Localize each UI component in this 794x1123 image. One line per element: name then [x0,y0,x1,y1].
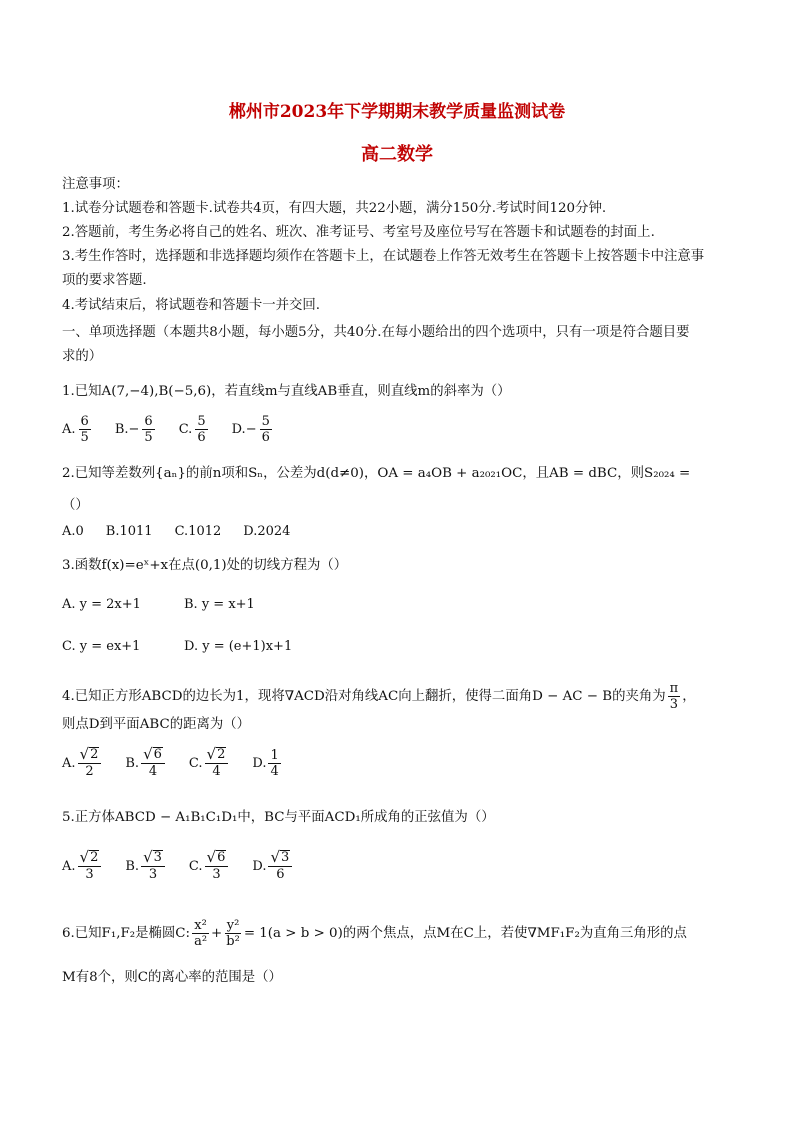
q3-option-c: C. y = ex+1 [62,639,141,654]
question-1-text: 1.已知A(7,−4),B(−5,6)，若直线m与直线AB垂直，则直线m的斜率为（） [62,384,511,399]
q6-text-post: = 1(a > b > 0)的两个焦点，点M在C上，若使∇MF₁F₂为直角三角形的点 [243,925,687,941]
denominator: 6 [197,430,206,445]
section1-heading-b: 求的） [62,349,103,364]
question-6-text-a [62,918,732,949]
note-4: 4.考试结束后，将试题卷和答题卡一并交回. [62,298,321,313]
note-3b: 项的要求答题. [62,273,147,288]
denominator: 4 [148,764,158,779]
sqrt-symbol: √ 3 [270,848,290,866]
denominator: 4 [212,764,221,779]
denominator: 3 [148,867,158,882]
section1-heading-a: 一、单项选择题（本题共8小题，每小题5分，共40分.在每小题给出的四个选项中，只有一项是符合题目要 [62,325,690,340]
numerator [141,747,165,764]
exam-title: 郴州市2023年下学期期末教学质量监测试卷 [228,102,566,122]
fraction [260,414,272,445]
radicand: 6 [153,747,162,762]
question-4-text-b: 则点D到平面ABC的距离为（） [62,717,251,732]
option-label: C. [188,858,203,874]
question-2-text-b: （） [62,498,89,513]
sqrt-symbol: √ 6 [143,745,162,763]
numerator [205,747,229,764]
question-3-options-row2 [62,639,314,654]
denominator: b² [226,934,240,949]
q1-option-b [115,414,157,445]
question-4-text-a [62,681,732,712]
sqrt-symbol: √ 3 [143,848,162,866]
numerator: 5 [197,414,206,429]
fraction [78,850,102,882]
sqrt-symbol: √ 2 [79,745,99,763]
option-label: C. [188,755,203,771]
numerator: y² [226,918,240,933]
numerator: 6 [144,414,153,429]
numerator: 5 [261,414,270,429]
q2-option-b: B.1011 [105,524,153,539]
denominator: 2 [85,764,94,779]
option-label: C. [178,422,193,437]
denominator: 6 [276,867,285,882]
radicand: 3 [153,850,162,865]
question-3-options-row1 [62,597,277,612]
q5-option-c [189,850,230,882]
q4-option-c [189,747,230,779]
fraction [78,747,102,779]
q5-option-d [252,850,294,882]
option-label: B. [125,858,140,874]
option-label: A. [62,755,76,771]
radicand: 2 [90,850,99,865]
note-3a: 3.考生作答时，选择题和非选择题均须作在答题卡上，在试题卷上作答无效考生在答题卡上按答题卡中注意事 [62,249,705,264]
option-label: A. [62,422,76,437]
q3-option-a: A. y = 2x+1 [62,597,141,612]
fraction [195,414,207,445]
fraction [268,748,280,779]
radicand: 3 [281,850,290,865]
q3-option-d: D. y = (e+1)x+1 [184,639,293,654]
q6-text-pre: 6.已知F₁,F₂是椭圆C: [62,925,191,941]
fraction [142,414,154,445]
fraction-x [192,918,209,949]
q5-option-a [62,850,103,882]
option-sign: − [245,422,257,437]
q2-option-c: C.1012 [174,524,222,539]
option-label: B. [125,755,140,771]
sqrt-symbol: √ 2 [206,745,226,763]
q4-text: 4.已知正方形ABCD的边长为1，现将∇ACD沿对角线AC向上翻折，使得二面角D − AC − B的夹角为 [62,688,666,704]
q4-option-d [252,748,282,779]
sqrt-symbol: √ 6 [206,848,226,866]
note-1: 1.试卷分试题卷和答题卡.试卷共4页，有四大题，共22小题，满分150分.考试时间120分钟. [62,201,607,216]
option-label: D. [252,755,267,771]
q5-option-b [125,850,167,882]
denominator: 5 [80,430,89,445]
fraction [205,850,229,882]
note-2: 2.答题前，考生务必将自己的姓名、班次、准考证号、考室号及座位号写在答题卡和试题卷的封面上. [62,225,655,240]
numerator [78,850,102,867]
radicand: 2 [217,747,226,762]
question-2-text-a: 2.已知等差数列{aₙ}的前n项和Sₙ，公差为d(d≠0)，OA = a₄OB + a₂₀₂₁OC，且AB = dBC，则S₂₀₂₄ = [62,466,691,481]
question-5-options [62,850,316,882]
fraction [79,414,91,445]
numerator: 6 [80,414,89,429]
option-sign: − [128,422,140,437]
numerator: 1 [270,747,279,763]
q4-text-end: ， [682,688,696,704]
option-label: D. [231,422,246,437]
question-5-text: 5.正方体ABCD − A₁B₁C₁D₁中，BC与平面ACD₁所成角的正弦值为（） [62,810,495,825]
fraction [141,850,165,882]
denominator: 5 [144,430,153,445]
notes-heading: 注意事项： [62,177,129,192]
radicand: 2 [90,747,99,762]
q1-option-d [232,414,274,445]
angle-fraction [668,681,681,712]
q4-option-a [62,747,103,779]
option-label: A. [62,858,76,874]
plus-sign: + [211,925,223,941]
numerator [141,850,165,867]
question-3-text: 3.函数f(x)=eˣ+x在点(0,1)处的切线方程为（） [62,558,348,573]
denominator: 6 [261,430,270,445]
exam-subject: 高二数学 [361,144,433,165]
fraction [205,747,229,779]
denominator: 3 [85,867,94,882]
numerator [268,850,292,867]
q1-option-a [62,414,93,445]
q2-option-a: A.0 [62,524,84,539]
radicand: 6 [217,850,226,865]
denominator: 4 [270,763,279,779]
denominator: a² [194,934,208,949]
question-4-options [62,747,305,779]
sqrt-symbol: √ 2 [79,848,99,866]
question-2-options [62,524,312,539]
numerator [78,747,102,764]
q2-option-d: D.2024 [243,524,291,539]
q3-option-b: B. y = x+1 [184,597,255,612]
numerator: x² [194,918,207,933]
question-1-options [62,414,296,445]
fraction [141,747,165,779]
numerator: π [669,681,679,696]
denominator: 3 [212,867,221,882]
option-label: B. [114,422,129,437]
question-6-text-b: M有8个，则C的离心率的范围是（） [62,970,282,985]
fraction [268,850,292,882]
denominator: 3 [669,697,679,712]
q1-option-c [179,414,210,445]
q4-option-b [125,747,167,779]
fraction-y [224,918,242,949]
option-label: D. [252,858,267,874]
numerator [205,850,229,867]
